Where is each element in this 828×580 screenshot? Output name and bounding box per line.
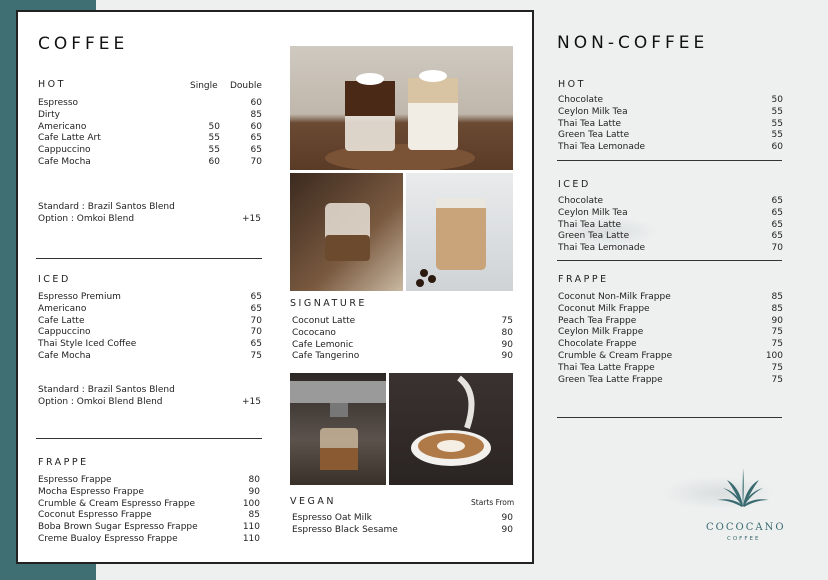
coffee-hot-heading: HOT: [38, 79, 66, 90]
item-name: Green Tea Latte: [558, 130, 630, 141]
iced-latte-illustration: [406, 173, 513, 291]
brand-name: COCOCANO: [706, 522, 786, 533]
item-name: Chocolate: [558, 95, 604, 105]
item-name: Thai Tea Latte Frappe: [558, 362, 655, 373]
menu-item-row: [558, 291, 783, 303]
item-name: Cafe Tangerino: [292, 351, 360, 362]
non-coffee-hot-heading: HOT: [558, 79, 586, 90]
divider: [36, 258, 262, 259]
menu-item-row: [292, 315, 513, 327]
item-price-price: 90: [248, 486, 260, 497]
item-price-single: 50: [208, 121, 220, 132]
item-name: Thai Tea Lemonade: [558, 243, 646, 254]
item-name: Ceylon Milk Frappe: [558, 327, 644, 338]
espresso-glass-illustration: [290, 173, 403, 291]
item-name: Cafe Latte Art: [38, 133, 101, 144]
non-coffee-frappe-heading: FRAPPE: [558, 274, 609, 285]
menu-item-row: [38, 156, 262, 168]
iced-coffee-cups-illustration: [290, 46, 513, 170]
item-name: Thai Tea Latte: [558, 219, 622, 230]
iced-option-note: Option : Omkoi Blend Blend: [38, 397, 163, 407]
item-name: Coconut Milk Frappe: [558, 303, 650, 314]
item-price: 65: [771, 219, 783, 230]
hot-option-price: +15: [242, 214, 261, 224]
item-name: Cafe Mocha: [38, 157, 91, 167]
item-price: 75: [771, 327, 783, 338]
coffee-iced-heading: ICED: [38, 274, 71, 285]
item-price-price: 70: [250, 315, 262, 326]
item-name: Americano: [38, 303, 87, 314]
menu-item-row: [558, 118, 783, 130]
menu-item-row: [38, 509, 260, 521]
item-name: Cafe Mocha: [38, 351, 91, 361]
item-name: Creme Bualoy Espresso Frappe: [38, 534, 178, 544]
item-price-price: 65: [250, 339, 262, 350]
item-price-price: 90: [501, 339, 513, 350]
item-price-price: 80: [248, 475, 260, 485]
item-name: Espresso: [38, 98, 79, 108]
item-price-double: 65: [250, 133, 262, 144]
menu-item-row: [38, 291, 262, 303]
vegan-heading: VEGAN: [290, 496, 336, 507]
item-name: Boba Brown Sugar Espresso Frappe: [38, 522, 198, 533]
menu-item-row: [558, 242, 783, 254]
menu-item-row: [292, 339, 513, 351]
item-price-price: 75: [250, 351, 262, 361]
photo-iced-coffee-cups: [290, 46, 513, 170]
menu-item-row: [558, 303, 783, 315]
menu-item-row: [38, 109, 262, 121]
divider: [36, 438, 262, 439]
item-name: Thai Tea Lemonade: [558, 142, 646, 153]
menu-item-row: [558, 338, 783, 350]
menu-item-row: [38, 498, 260, 510]
menu-item-row: [38, 533, 260, 545]
item-price: 65: [771, 207, 783, 218]
item-price-double: 60: [250, 121, 262, 132]
menu-item-row: [292, 524, 513, 536]
brand-logo: [713, 466, 773, 526]
divider: [557, 160, 782, 161]
palm-leaf-icon: [713, 466, 773, 522]
item-price: 75: [771, 374, 783, 385]
item-price-price: 90: [501, 513, 513, 523]
item-price: 75: [771, 362, 783, 373]
item-name: Mocha Espresso Frappe: [38, 486, 144, 497]
item-price-double: 60: [250, 98, 262, 108]
menu-item-row: [38, 326, 262, 338]
item-price-price: 75: [501, 316, 513, 326]
item-price: 85: [771, 292, 783, 302]
item-price: 50: [771, 95, 783, 105]
menu-item-row: [558, 219, 783, 231]
menu-item-row: [38, 303, 262, 315]
photo-cococano-iced-latte: [406, 173, 513, 291]
non-coffee-title: NON-COFFEE: [557, 33, 709, 53]
divider: [557, 417, 782, 418]
photo-espresso-machine: [290, 373, 386, 485]
menu-item-row: [558, 350, 783, 362]
item-name: Cafe Lemonic: [292, 339, 354, 350]
item-price-single: 55: [208, 145, 220, 156]
hot-standard-note: Standard : Brazil Santos Blend: [38, 202, 175, 212]
item-name: Chocolate Frappe: [558, 339, 637, 350]
item-name: Espresso Premium: [38, 292, 121, 302]
item-name: Coconut Espresso Frappe: [38, 510, 152, 521]
item-name: Thai Style Iced Coffee: [38, 339, 137, 350]
item-name: Green Tea Latte: [558, 231, 630, 242]
item-name: Espresso Oat Milk: [292, 513, 372, 523]
espresso-machine-illustration: [290, 373, 386, 485]
item-name: Crumble & Cream Frappe: [558, 351, 673, 361]
menu-item-row: [558, 106, 783, 118]
item-price: 65: [771, 231, 783, 242]
item-price: 70: [771, 243, 783, 254]
brand-sub: COFFEE: [727, 536, 761, 542]
photo-espresso-glass: [290, 173, 403, 291]
menu-item-row: [558, 207, 783, 219]
menu-item-row: [558, 141, 783, 153]
coffee-frappe-heading: FRAPPE: [38, 457, 89, 468]
item-price-double: 70: [250, 157, 262, 167]
menu-item-row: [558, 326, 783, 338]
item-price-single: 60: [208, 157, 220, 167]
coffee-title: COFFEE: [38, 34, 129, 54]
item-name: Crumble & Cream Espresso Frappe: [38, 498, 195, 509]
item-price-price: 80: [501, 327, 513, 338]
menu-item-row: [38, 486, 260, 498]
item-name: Thai Tea Latte: [558, 118, 622, 129]
menu-item-row: [558, 230, 783, 242]
menu-item-row: [558, 129, 783, 141]
item-price-price: 110: [242, 522, 260, 533]
item-price-price: 100: [242, 498, 260, 509]
item-name: Green Tea Latte Frappe: [558, 374, 663, 385]
menu-item-row: [38, 315, 262, 327]
item-name: Coconut Non-Milk Frappe: [558, 292, 671, 302]
item-name: Cappuccino: [38, 145, 91, 156]
item-price: 65: [771, 196, 783, 206]
item-name: Chocolate: [558, 196, 604, 206]
item-name: Espresso Black Sesame: [292, 524, 398, 535]
item-price: 75: [771, 339, 783, 350]
menu-item-row: [558, 315, 783, 327]
menu-item-row: [38, 97, 262, 109]
item-name: Ceylon Milk Tea: [558, 106, 628, 117]
item-price-price: 70: [250, 327, 262, 338]
menu-item-row: [38, 521, 260, 533]
latte-art-illustration: [389, 373, 513, 485]
item-price: 100: [765, 351, 783, 361]
photo-latte-art-pour: [389, 373, 513, 485]
menu-item-row: [558, 374, 783, 386]
item-price: 85: [771, 303, 783, 314]
menu-item-row: [38, 338, 262, 350]
hot-option-note: Option : Omkoi Blend: [38, 214, 135, 224]
item-name: Espresso Frappe: [38, 475, 112, 485]
item-price: 60: [771, 142, 783, 153]
menu-item-row: [558, 362, 783, 374]
single-column-header: Single: [190, 81, 218, 91]
iced-standard-note: Standard : Brazil Santos Blend: [38, 385, 175, 395]
item-price-price: 110: [242, 534, 260, 544]
menu-item-row: [558, 195, 783, 207]
menu-item-row: [558, 94, 783, 106]
item-name: Dirty: [38, 109, 60, 120]
menu-item-row: [38, 144, 262, 156]
item-name: Cococano: [292, 327, 336, 338]
item-price-single: 55: [208, 133, 220, 144]
item-name: Americano: [38, 121, 87, 132]
iced-option-price: +15: [242, 397, 261, 407]
item-price-double: 65: [250, 145, 262, 156]
menu-item-row: [292, 512, 513, 524]
item-price: 90: [771, 315, 783, 326]
item-price-price: 85: [248, 510, 260, 521]
item-price-price: 65: [250, 292, 262, 302]
double-column-header: Double: [230, 81, 262, 91]
item-price-price: 90: [501, 524, 513, 535]
menu-item-row: [292, 327, 513, 339]
menu-item-row: [38, 132, 262, 144]
menu-item-row: [292, 350, 513, 362]
item-name: Cafe Latte: [38, 315, 85, 326]
item-name: Coconut Latte: [292, 316, 356, 326]
menu-item-row: [38, 121, 262, 133]
vegan-starts-from-note: Starts From: [471, 498, 515, 507]
non-coffee-iced-heading: ICED: [558, 179, 591, 190]
item-price: 55: [771, 118, 783, 129]
menu-item-row: [38, 474, 260, 486]
item-price-double: 85: [250, 109, 262, 120]
item-price-price: 65: [250, 303, 262, 314]
item-price: 55: [771, 130, 783, 141]
item-name: Ceylon Milk Tea: [558, 207, 628, 218]
item-name: Peach Tea Frappe: [558, 315, 637, 326]
item-price: 55: [771, 106, 783, 117]
signature-heading: SIGNATURE: [290, 298, 367, 309]
divider: [557, 260, 782, 261]
item-name: Cappuccino: [38, 327, 91, 338]
item-price-price: 90: [501, 351, 513, 362]
menu-item-row: [38, 350, 262, 362]
coffee-menu-card: [16, 10, 534, 564]
